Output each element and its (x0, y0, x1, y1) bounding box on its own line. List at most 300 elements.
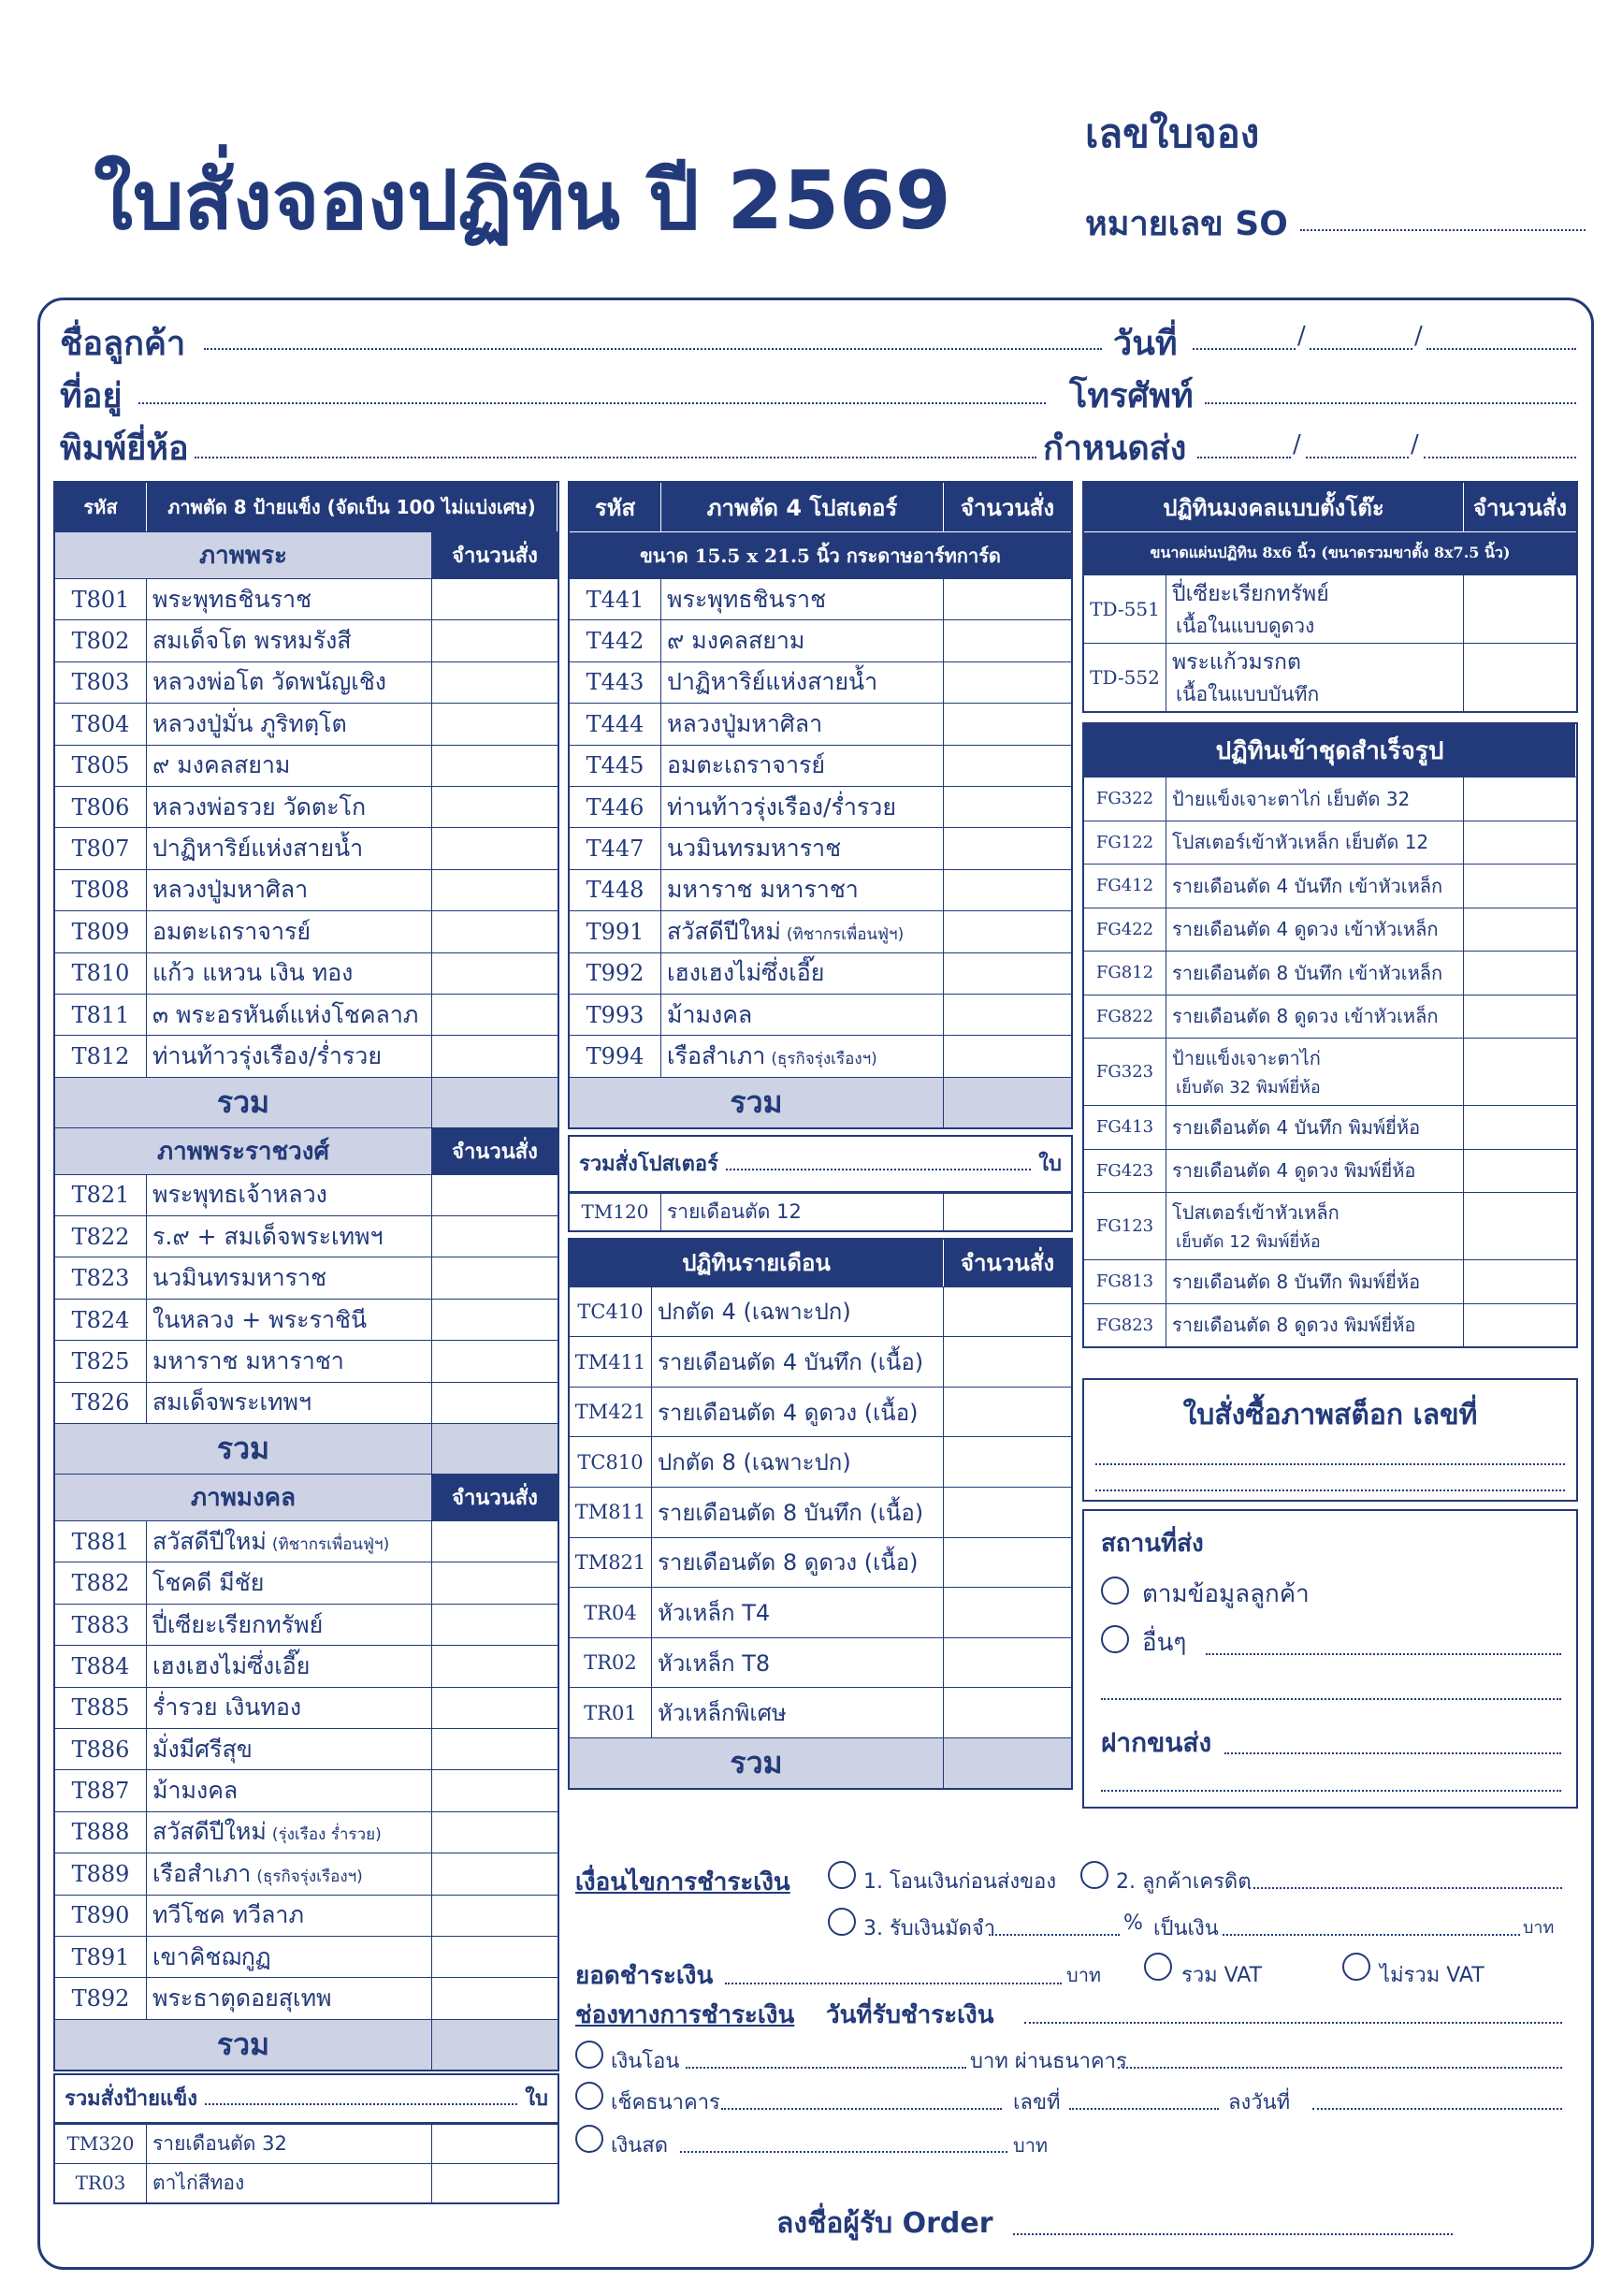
item-label: นวมินทรมหาราช (667, 835, 842, 863)
table-row (55, 1340, 558, 1381)
item-code: T806 (55, 787, 147, 827)
item-code: TC810 (570, 1437, 652, 1487)
brand-field[interactable] (195, 457, 1036, 458)
item-quantity-field[interactable] (432, 787, 558, 827)
item-name-line (152, 1896, 431, 1934)
item-quantity-field[interactable] (432, 1562, 558, 1603)
item-name-line (152, 1689, 431, 1726)
item-label: รายเดือนตัด 4 ดูดวง (เนื้อ) (658, 1399, 919, 1426)
item-code: TM821 (570, 1538, 652, 1588)
table-row (55, 1811, 558, 1853)
section-header (55, 531, 558, 578)
item-quantity-field[interactable] (432, 1036, 558, 1076)
pay-credit-radio[interactable] (1080, 1861, 1108, 1889)
item-quantity-field[interactable] (944, 1588, 1071, 1637)
pay-transfer-first-radio[interactable] (828, 1861, 856, 1889)
table-row (55, 1299, 558, 1340)
item-label: สมเด็จโต พรหมรังสี (152, 627, 352, 655)
item-name-line (658, 1444, 943, 1480)
sum-quantity-field[interactable] (432, 1078, 558, 1127)
table-row (570, 1193, 1071, 1230)
item-code: T808 (55, 870, 147, 910)
table-row (570, 1387, 1071, 1437)
item-name-line (658, 1594, 943, 1631)
pay-cheque-radio[interactable] (575, 2082, 603, 2110)
item-quantity-field[interactable] (432, 2125, 558, 2163)
item-code: T446 (570, 787, 661, 827)
item-label: ปกตัด 8 (เฉพาะปก) (658, 1449, 851, 1476)
sum-quantity-field[interactable] (944, 1738, 1071, 1788)
header-description: ปฏิทินรายเดือน (570, 1240, 944, 1286)
item-code: T804 (55, 704, 147, 744)
item-quantity-field[interactable] (432, 1812, 558, 1853)
item-label: ปกตัด 4 (เฉพาะปก) (658, 1299, 851, 1326)
item-label: ม้ามงคล (152, 1777, 239, 1805)
page-title: ใบสั่งจองปฏิทิน ปี 2569 (94, 154, 951, 248)
item-quantity-field[interactable] (944, 995, 1071, 1035)
item-quantity-field[interactable] (944, 1638, 1071, 1688)
item-code: TC410 (570, 1287, 652, 1337)
item-quantity-field[interactable] (944, 662, 1071, 703)
item-quantity-field[interactable] (944, 1538, 1071, 1588)
item-quantity-field[interactable] (432, 662, 558, 703)
table-row (55, 994, 558, 1035)
item-name-line (1172, 1112, 1463, 1142)
ship-other-line-2[interactable] (1101, 1698, 1561, 1700)
table-row (55, 1645, 558, 1686)
item-code: T889 (55, 1853, 147, 1894)
item-code: T886 (55, 1729, 147, 1769)
item-name (1166, 821, 1464, 865)
item-quantity-field[interactable] (1464, 1106, 1576, 1149)
sum-label: รวม (55, 1078, 432, 1127)
item-quantity-field[interactable] (1464, 575, 1576, 643)
table-row (55, 869, 558, 910)
pay-cash-field[interactable] (680, 2151, 1007, 2153)
table-row (570, 1336, 1071, 1387)
item-name-line (1172, 1043, 1463, 1073)
stock-order-line-2[interactable] (1095, 1489, 1565, 1491)
item-quantity-field[interactable] (944, 579, 1071, 619)
total-row (568, 1135, 1073, 1193)
pay-cash-radio[interactable] (575, 2125, 603, 2153)
table-row (1084, 821, 1576, 865)
item-label: สมเด็จพระเทพฯ (152, 1388, 312, 1417)
pay-total-field[interactable] (725, 1983, 1062, 1984)
item-quantity-field[interactable] (944, 1388, 1071, 1437)
item-note: (ธุรกิจรุ่งเรืองฯ) (256, 1867, 363, 1886)
item-quantity-field[interactable] (944, 828, 1071, 868)
signature-field[interactable] (1013, 2233, 1453, 2235)
brand-label: พิมพ์ยี่ห้อ (60, 429, 189, 468)
section-quantity-header: จำนวนสั่ง (432, 1475, 558, 1520)
pay-transfer-first-label: 1. โอนเงินก่อนส่งของ (863, 1870, 1057, 1894)
item-quantity-field[interactable] (432, 1257, 558, 1298)
customer-name-field[interactable] (204, 348, 1102, 350)
item-code: T442 (570, 620, 661, 661)
ship-option-customer-radio[interactable] (1101, 1577, 1129, 1605)
item-quantity-field[interactable] (432, 1300, 558, 1340)
ship-option-other-label: อื่นๆ (1142, 1629, 1187, 1657)
item-name-line (152, 1564, 431, 1602)
item-name-line (667, 871, 943, 908)
table-row (570, 1537, 1071, 1588)
sum-row (570, 1077, 1071, 1127)
item-label: พระธาตุดอยสุเทพ (152, 1984, 332, 2013)
item-code: FG122 (1084, 821, 1166, 865)
sum-quantity-field[interactable] (944, 1078, 1071, 1127)
item-name-line (658, 1344, 943, 1380)
monthly-table (568, 1238, 1073, 1790)
item-code: T891 (55, 1937, 147, 1977)
item-label: พระแก้วมรกต (1172, 649, 1301, 675)
item-quantity-field[interactable] (432, 579, 558, 619)
item-name-line (667, 581, 943, 618)
item-code: T809 (55, 911, 147, 952)
item-label: พระพุทธเจ้าหลวง (152, 1181, 327, 1209)
phone-field[interactable] (1205, 402, 1576, 404)
item-code: TR02 (570, 1638, 652, 1688)
pay-cheque-bank-field[interactable] (721, 2108, 1002, 2110)
item-code: T805 (55, 746, 147, 786)
table-row (1084, 1192, 1576, 1259)
item-code: TM811 (570, 1488, 652, 1537)
pay-cash-label: เงินสด (611, 2134, 669, 2158)
ship-option-customer-label: ตามข้อมูลลูกค้า (1142, 1580, 1310, 1608)
item-quantity-field[interactable] (1464, 1304, 1576, 1347)
total-field[interactable] (205, 2092, 517, 2105)
item-name-line (152, 1855, 431, 1893)
item-name (661, 995, 944, 1035)
header-quantity: จำนวนสั่ง (1472, 494, 1568, 521)
ship-option-other-radio[interactable] (1101, 1625, 1129, 1653)
item-name (147, 1770, 432, 1810)
item-name (1166, 777, 1464, 821)
desk-calendar-table (1082, 481, 1578, 713)
table-row (55, 1562, 558, 1603)
item-name-line (152, 1038, 431, 1075)
item-name (147, 1896, 432, 1936)
item-name (661, 746, 944, 786)
pay-transfer-radio[interactable] (575, 2041, 603, 2069)
item-name-line (152, 1606, 431, 1644)
item-name-line (152, 913, 431, 951)
item-quantity-field[interactable] (432, 704, 558, 744)
table-row (1084, 1105, 1576, 1149)
item-quantity-field[interactable] (432, 953, 558, 994)
item-quantity-field[interactable] (1464, 777, 1576, 821)
item-name-line (152, 581, 431, 618)
item-label: รายเดือนตัด 8 บันทึก (เนื้อ) (658, 1499, 924, 1526)
item-name (1166, 995, 1464, 1039)
item-name-line (667, 913, 943, 951)
item-quantity-field[interactable] (432, 1175, 558, 1215)
item-name-line (152, 789, 431, 826)
item-name (147, 1175, 432, 1215)
item-code: T811 (55, 995, 147, 1035)
table-header (1084, 724, 1576, 777)
item-quantity-field[interactable] (944, 953, 1071, 994)
pay-transfer-label: เงินโอน (611, 2050, 680, 2073)
item-quantity-field[interactable] (1464, 995, 1576, 1039)
item-code: TR04 (570, 1588, 652, 1637)
so-number-field[interactable] (1300, 229, 1586, 231)
item-label: นวมินทรมหาราช (152, 1264, 327, 1292)
item-quantity-field[interactable] (1464, 952, 1576, 995)
item-name-line (152, 1218, 431, 1256)
item-quantity-field[interactable] (1464, 821, 1576, 865)
item-quantity-field[interactable] (944, 746, 1071, 786)
item-label: เรือสำเภา (152, 1859, 252, 1887)
item-name-line (152, 996, 431, 1034)
item-code: T803 (55, 662, 147, 703)
item-name (661, 870, 944, 910)
vat-excluded-radio[interactable] (1342, 1953, 1370, 1981)
item-quantity-field[interactable] (1464, 1150, 1576, 1193)
item-quantity-field[interactable] (1464, 1260, 1576, 1303)
pay-bank-field[interactable] (1118, 2067, 1562, 2069)
item-name (1166, 575, 1464, 643)
pay-cheque-date-field[interactable] (1312, 2108, 1562, 2110)
pay-transfer-field[interactable] (686, 2067, 966, 2069)
item-quantity-field[interactable] (432, 1341, 558, 1381)
header-description: ภาพตัด 4 โปสเตอร์ (661, 483, 944, 531)
date-day-field[interactable] (1193, 348, 1296, 350)
item-code: FG322 (1084, 777, 1166, 821)
hard-board-extras (53, 2124, 559, 2204)
item-label: รายเดือนตัด 4 บันทึก พิมพ์ยี่ห้อ (1172, 1115, 1421, 1139)
item-label: หลวงพ่อโต วัดพนัญเชิง (152, 668, 387, 696)
item-quantity-field[interactable] (432, 2164, 558, 2202)
item-name-line (152, 1523, 431, 1561)
section-title: ภาพพระราชวงศ์ (55, 1128, 432, 1174)
item-quantity-field[interactable] (432, 1688, 558, 1728)
ship-title: สถานที่ส่ง (1101, 1530, 1204, 1558)
item-quantity-field[interactable] (944, 1488, 1071, 1537)
pay-total-baht: บาท (1066, 1964, 1102, 1986)
item-label: หลวงพ่อรวย วัดตะโก (152, 792, 367, 821)
ship-slash-1: / (1293, 430, 1301, 458)
sum-row (55, 1077, 558, 1127)
pay-total-label: ยอดชำระเงิน (575, 1962, 714, 1990)
section-title: ภาพมงคล (55, 1475, 432, 1520)
section-header (55, 1127, 558, 1174)
item-name (147, 1978, 432, 2018)
item-name (147, 746, 432, 786)
date-slash-2: / (1414, 322, 1423, 350)
item-name (147, 1937, 432, 1977)
table-row (55, 1520, 558, 1562)
item-note: (ทิชากรเพื่อนฟู่ฯ) (786, 924, 905, 944)
poster-table (568, 481, 1073, 1129)
item-name-line (667, 996, 943, 1034)
item-name (147, 1036, 432, 1076)
item-quantity-field[interactable] (944, 1688, 1071, 1737)
item-label: รายเดือนตัด 8 ดูดวง พิมพ์ยี่ห้อ (1172, 1314, 1416, 1337)
item-name-line (1172, 1310, 1463, 1340)
item-quantity-field[interactable] (944, 620, 1071, 661)
item-quantity-field[interactable] (1464, 644, 1576, 711)
item-name-line (667, 1197, 943, 1228)
table-row (1084, 574, 1576, 643)
item-quantity-field[interactable] (432, 1770, 558, 1810)
item-name-line (152, 622, 431, 660)
sum-quantity-field[interactable] (432, 1424, 558, 1474)
item-label: โชคดี มีชัย (152, 1569, 265, 1597)
table-row (570, 869, 1071, 910)
item-code: FG412 (1084, 865, 1166, 908)
item-label: อมตะเถราจารย์ (152, 917, 311, 945)
ship-slash-2: / (1411, 430, 1419, 458)
item-quantity-field[interactable] (432, 911, 558, 952)
total-unit: ใบ (525, 2087, 548, 2112)
item-label: รายเดือนตัด 32 (152, 2131, 287, 2155)
sum-label: รวม (570, 1738, 944, 1788)
ship-year-field[interactable] (1424, 457, 1576, 458)
signature-label: ลงชื่อผู้รับ Order (776, 2207, 993, 2240)
ship-day-field[interactable] (1197, 457, 1291, 458)
item-name-line (1172, 1001, 1463, 1031)
ship-carrier-line-1[interactable] (1224, 1752, 1561, 1754)
total-label: รวมสั่งป้ายแข็ง (65, 2087, 198, 2112)
item-code: T992 (570, 953, 661, 994)
stock-order-line-1[interactable] (1095, 1463, 1565, 1465)
total-field[interactable] (726, 1157, 1031, 1170)
item-quantity-field[interactable] (944, 911, 1071, 952)
item-quantity-field[interactable] (944, 870, 1071, 910)
item-quantity-field[interactable] (432, 1853, 558, 1894)
table-row (570, 703, 1071, 744)
item-name (652, 1488, 944, 1537)
vat-included-radio[interactable] (1144, 1953, 1172, 1981)
pay-amount-baht: บาท (1523, 1918, 1555, 1938)
item-name-line (658, 1293, 943, 1330)
item-quantity-field[interactable] (432, 1216, 558, 1257)
item-quantity-field[interactable] (432, 1521, 558, 1562)
item-quantity-field[interactable] (944, 1194, 1071, 1230)
date-label: วันที่ (1113, 325, 1178, 363)
item-name (661, 620, 944, 661)
table-header (55, 483, 558, 531)
item-name (147, 1646, 432, 1686)
item-quantity-field[interactable] (1464, 1039, 1576, 1105)
item-name (1166, 1193, 1464, 1259)
pay-cheque-number-label: เลขที่ (1013, 2091, 1061, 2114)
table-row (1084, 951, 1576, 995)
table-header (1084, 483, 1576, 531)
table-row (55, 1936, 558, 1977)
pay-cheque-number-field[interactable] (1069, 2108, 1219, 2110)
ship-month-field[interactable] (1306, 457, 1409, 458)
item-label: หัวเหล็กพิเศษ (658, 1700, 787, 1727)
item-code: TM120 (570, 1194, 661, 1230)
item-code: TM411 (570, 1337, 652, 1387)
date-year-field[interactable] (1426, 348, 1576, 350)
sum-quantity-field[interactable] (432, 2020, 558, 2070)
item-quantity-field[interactable] (432, 1646, 558, 1686)
item-name-line (658, 1544, 943, 1580)
item-quantity-field[interactable] (1464, 865, 1576, 908)
ship-carrier-label: ฝากขนส่ง (1101, 1727, 1212, 1758)
item-quantity-field[interactable] (944, 704, 1071, 744)
item-name (147, 1562, 432, 1603)
table-row (570, 1286, 1071, 1337)
item-quantity-field[interactable] (432, 1605, 558, 1645)
table-row (570, 578, 1071, 619)
date-month-field[interactable] (1310, 348, 1412, 350)
item-quantity-field[interactable] (432, 620, 558, 661)
item-name (652, 1538, 944, 1588)
item-label: หลวงปู่มหาศิลา (667, 709, 823, 737)
item-code: TM421 (570, 1388, 652, 1437)
ready-calendar-table (1082, 722, 1578, 1348)
pay-date-field[interactable] (1024, 2022, 1562, 2024)
item-name-line (152, 1384, 431, 1421)
item-code: FG812 (1084, 952, 1166, 995)
item-quantity-field[interactable] (432, 995, 558, 1035)
item-name-line (152, 1813, 431, 1851)
item-quantity-field[interactable] (1464, 908, 1576, 952)
item-code: T991 (570, 911, 661, 952)
table-row (55, 661, 558, 703)
item-name-line (152, 705, 431, 743)
item-quantity-field[interactable] (432, 746, 558, 786)
item-name (661, 953, 944, 994)
sum-row (55, 2019, 558, 2070)
item-code: T443 (570, 662, 661, 703)
item-code: T444 (570, 704, 661, 744)
item-sub: เนื้อในแบบดูดวง (1176, 614, 1315, 637)
pay-credit-field[interactable] (1249, 1887, 1562, 1889)
sum-row (55, 1423, 558, 1474)
item-note: (ธุรกิจรุ่งเรืองฯ) (771, 1049, 877, 1068)
header-description: ภาพตัด 8 ป้ายแข็ง (จัดเป็น 100 ไม่แบ่งเศษ) (147, 483, 558, 531)
total-label: รวมสั่งโปสเตอร์ (579, 1153, 718, 1177)
payment-condition-label: เงื่อนไขการชำระเงิน (575, 1868, 790, 1896)
item-quantity-field[interactable] (432, 1383, 558, 1423)
section-quantity-header: จำนวนสั่ง (432, 1128, 558, 1174)
item-quantity-field[interactable] (1464, 1193, 1576, 1259)
item-name (147, 1605, 432, 1645)
item-name (147, 2164, 432, 2202)
item-quantity-field[interactable] (432, 828, 558, 868)
pay-amount-field[interactable] (1223, 1934, 1520, 1936)
item-code: TD-551 (1084, 575, 1166, 643)
item-quantity-field[interactable] (432, 1937, 558, 1977)
item-quantity-field[interactable] (432, 1978, 558, 2018)
item-name-line (1172, 1155, 1463, 1185)
pay-deposit-radio[interactable] (828, 1908, 856, 1936)
item-quantity-field[interactable] (432, 1896, 558, 1936)
address-field[interactable] (138, 402, 1046, 404)
ship-other-line-1[interactable] (1206, 1653, 1561, 1655)
item-quantity-field[interactable] (432, 870, 558, 910)
item-quantity-field[interactable] (944, 1437, 1071, 1487)
pay-deposit-percent-field[interactable] (989, 1934, 1120, 1936)
item-quantity-field[interactable] (944, 1287, 1071, 1337)
item-quantity-field[interactable] (432, 1729, 558, 1769)
item-name-line (152, 954, 431, 992)
sum-label: รวม (55, 1424, 432, 1474)
item-label: ๙ มงคลสยาม (152, 751, 291, 779)
item-quantity-field[interactable] (944, 1337, 1071, 1387)
item-name-line (667, 789, 943, 826)
ship-carrier-line-2[interactable] (1101, 1790, 1561, 1792)
item-quantity-field[interactable] (944, 787, 1071, 827)
table-row (570, 1587, 1071, 1637)
item-label: มหาราช มหาราชา (152, 1346, 344, 1374)
item-quantity-field[interactable] (944, 1036, 1071, 1076)
